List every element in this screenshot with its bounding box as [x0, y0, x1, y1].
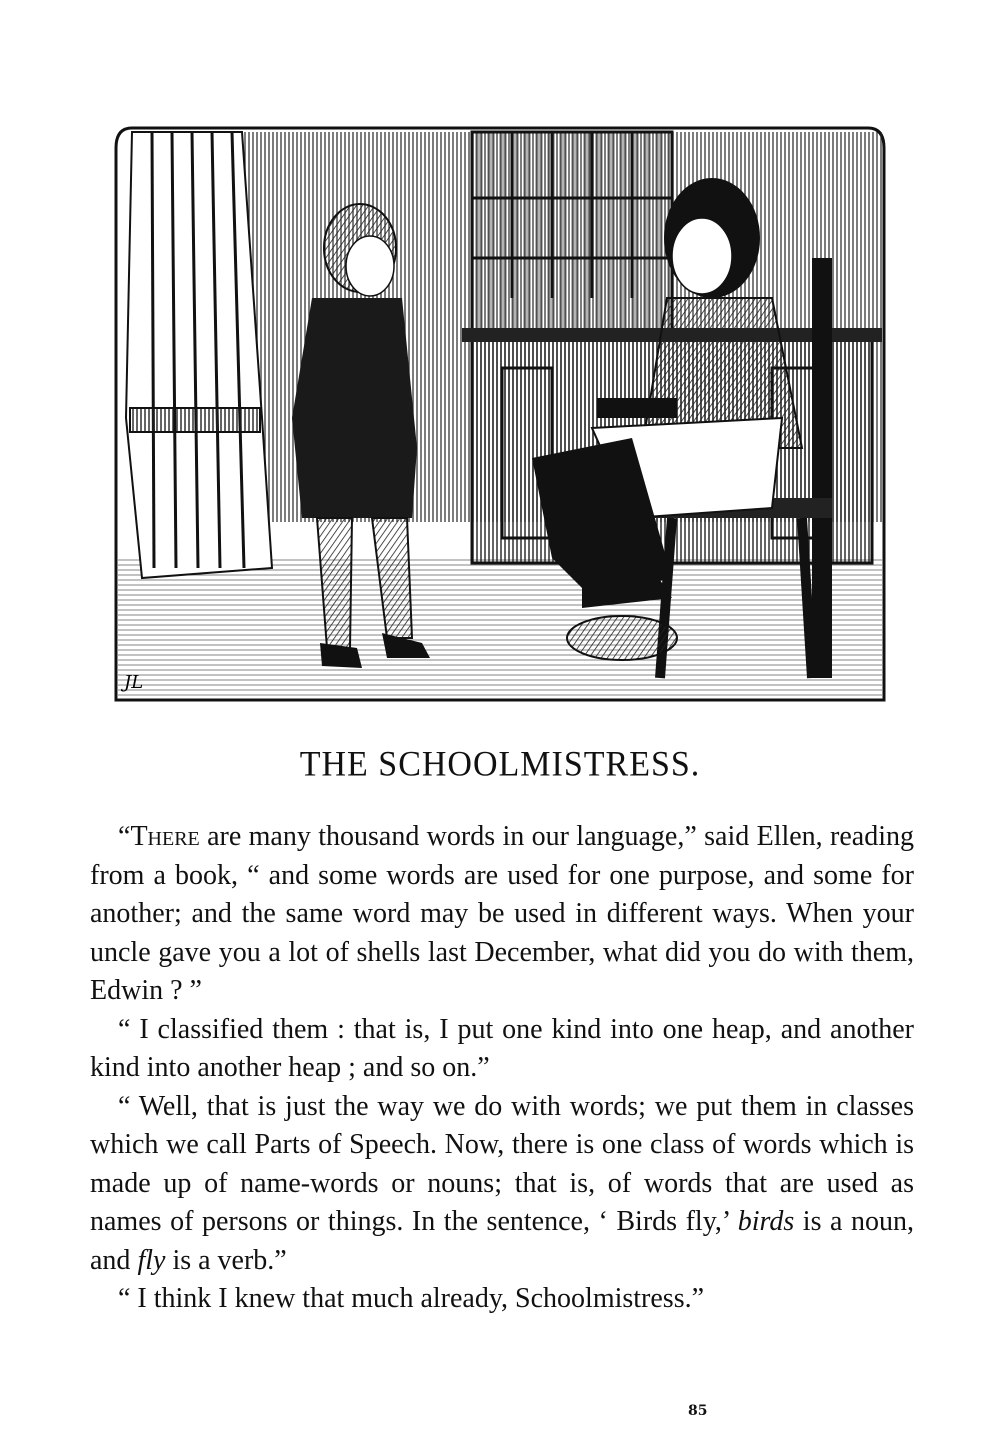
paragraph-3 [90, 1088, 914, 1281]
small-caps-lead: There [130, 821, 200, 852]
paragraph-1-text: are many thousand words in our language,” said Ellen, reading from a book, “ and some words are used for one purpose, and some for another; and the same word may be used in different ways. When your uncle gave you a lot of shells last December, what did you do with them, Edwin ? ” [90, 821, 914, 1006]
paragraph-4-text: “ I think I knew that much already, Schoolmistress.” [118, 1283, 705, 1314]
paragraph-2-text: “ I classified them : that is, I put one kind into one heap, and another kind into another heap ; and so on.” [90, 1013, 914, 1083]
engraving-illustration [112, 118, 888, 704]
paragraph-2 [90, 1011, 914, 1088]
artist-signature: JL [124, 672, 144, 693]
italic-word-birds: birds [737, 1206, 795, 1237]
chapter-title-text: THE SCHOOLMISTRESS. [299, 745, 701, 784]
chapter-title [0, 745, 1000, 785]
paragraph-3-text-before: “ Well, that is just the way we do with words; we put them in classes which we call Parts of Speech. Now, there is one class of words which is made up of name-words or nouns; that is, of words that are used as names of persons or things. In the sentence, ‘ Birds fly,’ [90, 1090, 914, 1237]
paragraph-3-text-middle: is a noun, and [90, 1206, 914, 1276]
body-text [90, 818, 914, 1319]
paragraph-4 [90, 1280, 914, 1319]
paragraph-3-text-after: is a verb.” [165, 1244, 287, 1276]
opening-quote: “ [118, 821, 131, 852]
paragraph-1 [90, 818, 914, 1011]
italic-word-fly: fly [137, 1244, 166, 1276]
illustration-drawing [112, 118, 888, 704]
page-number: 85 [688, 1403, 708, 1419]
